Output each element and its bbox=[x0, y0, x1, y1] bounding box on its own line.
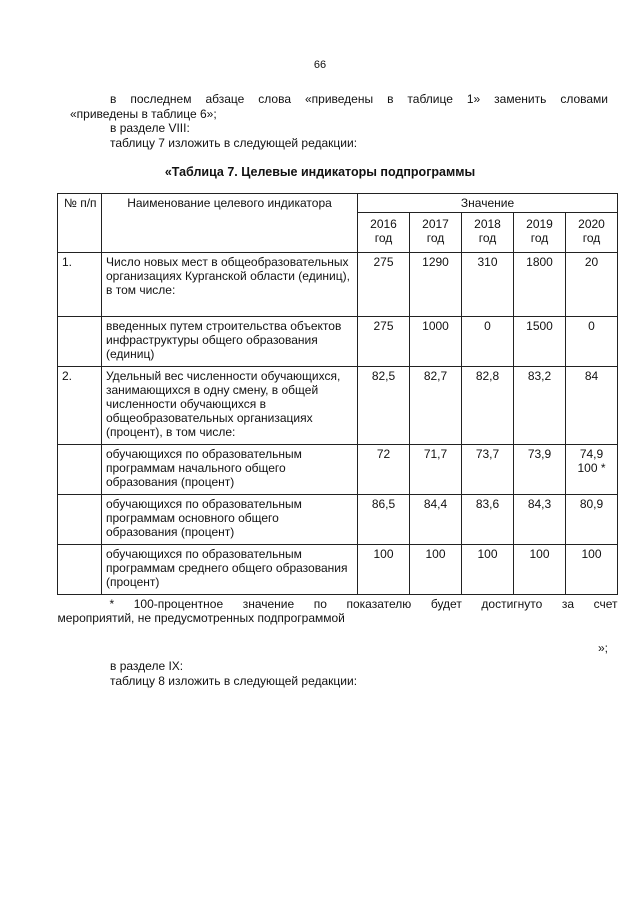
row-value: 1800 bbox=[514, 253, 566, 317]
row-value: 84,4 bbox=[410, 495, 462, 545]
row-value: 73,7 bbox=[462, 445, 514, 495]
row-name: обучающихся по образовательным программам среднего общего образования (процент) bbox=[102, 545, 358, 595]
row-value: 82,5 bbox=[358, 367, 410, 445]
row-value: 100 bbox=[462, 545, 514, 595]
row-value: 100 bbox=[566, 545, 618, 595]
table-row bbox=[58, 253, 618, 317]
table-footnote-row bbox=[58, 595, 618, 628]
header-year: 2020 год bbox=[566, 213, 618, 253]
row-name: обучающихся по образовательным программам основного общего образования (процент) bbox=[102, 495, 358, 545]
closing-quote: »; bbox=[597, 641, 608, 655]
footnote-line-1: * 100-процентное значение по показателю будет достигнуто за счет bbox=[109, 597, 618, 611]
table-row bbox=[58, 317, 618, 367]
row-value: 275 bbox=[358, 253, 410, 317]
intro-line-2: «приведены в таблице 6»; bbox=[70, 107, 217, 121]
outro-line-1: в разделе IX: bbox=[110, 659, 184, 673]
row-num bbox=[58, 445, 102, 495]
row-value: 71,7 bbox=[410, 445, 462, 495]
page-number: 66 bbox=[313, 59, 327, 71]
row-name: введенных путем строительства объектов инфраструктуры общего образования (единиц) bbox=[102, 317, 358, 367]
table-row bbox=[58, 495, 618, 545]
intro-line-4: таблицу 7 изложить в следующей редакции: bbox=[110, 136, 358, 150]
intro-line-1: в последнем абзаце слова «приведены в таблице 1» заменить словами bbox=[110, 92, 608, 106]
row-value: 80,9 bbox=[566, 495, 618, 545]
row-value: 0 bbox=[462, 317, 514, 367]
table-row bbox=[58, 445, 618, 495]
row-name: Число новых мест в общеобразовательных организациях Курганской области (единиц), в том числе: bbox=[102, 253, 358, 317]
row-value: 100 bbox=[514, 545, 566, 595]
row-value: 74,9 100 * bbox=[566, 445, 618, 495]
row-name: Удельный вес численности обучающихся, занимающихся в одну смену, в общей численности обучающихся в общеобразовательных организациях (процент), в том числе: bbox=[102, 367, 358, 445]
intro-line-3: в разделе VIII: bbox=[110, 121, 190, 135]
outro-line-2: таблицу 8 изложить в следующей редакции: bbox=[110, 674, 358, 688]
row-value: 84 bbox=[566, 367, 618, 445]
row-value: 20 bbox=[566, 253, 618, 317]
header-value: Значение bbox=[358, 194, 618, 213]
row-value: 86,5 bbox=[358, 495, 410, 545]
row-value: 0 bbox=[566, 317, 618, 367]
indicators-table bbox=[57, 193, 618, 627]
row-value: 82,8 bbox=[462, 367, 514, 445]
row-value: 73,9 bbox=[514, 445, 566, 495]
header-year: 2019 год bbox=[514, 213, 566, 253]
footnote-line-2: мероприятий, не предусмотренных подпрограммой bbox=[57, 611, 345, 625]
row-num bbox=[58, 545, 102, 595]
row-value: 310 bbox=[462, 253, 514, 317]
row-value: 1000 bbox=[410, 317, 462, 367]
row-value: 1290 bbox=[410, 253, 462, 317]
row-num: 2. bbox=[58, 367, 102, 445]
row-num: 1. bbox=[58, 253, 102, 317]
row-num bbox=[58, 495, 102, 545]
table-title: «Таблица 7. Целевые индикаторы подпрограммы bbox=[164, 165, 476, 179]
header-name: Наименование целевого индикатора bbox=[102, 194, 358, 253]
row-value: 275 bbox=[358, 317, 410, 367]
header-year: 2018 год bbox=[462, 213, 514, 253]
table-row bbox=[58, 367, 618, 445]
table-row bbox=[58, 545, 618, 595]
row-value: 100 bbox=[358, 545, 410, 595]
row-value: 100 bbox=[410, 545, 462, 595]
row-value: 83,6 bbox=[462, 495, 514, 545]
row-name: обучающихся по образовательным программам начального общего образования (процент) bbox=[102, 445, 358, 495]
row-value: 84,3 bbox=[514, 495, 566, 545]
row-value: 83,2 bbox=[514, 367, 566, 445]
row-value: 82,7 bbox=[410, 367, 462, 445]
row-value: 72 bbox=[358, 445, 410, 495]
header-year: 2016 год bbox=[358, 213, 410, 253]
header-num: № п/п bbox=[58, 194, 102, 253]
row-value: 1500 bbox=[514, 317, 566, 367]
row-num bbox=[58, 317, 102, 367]
header-year: 2017 год bbox=[410, 213, 462, 253]
